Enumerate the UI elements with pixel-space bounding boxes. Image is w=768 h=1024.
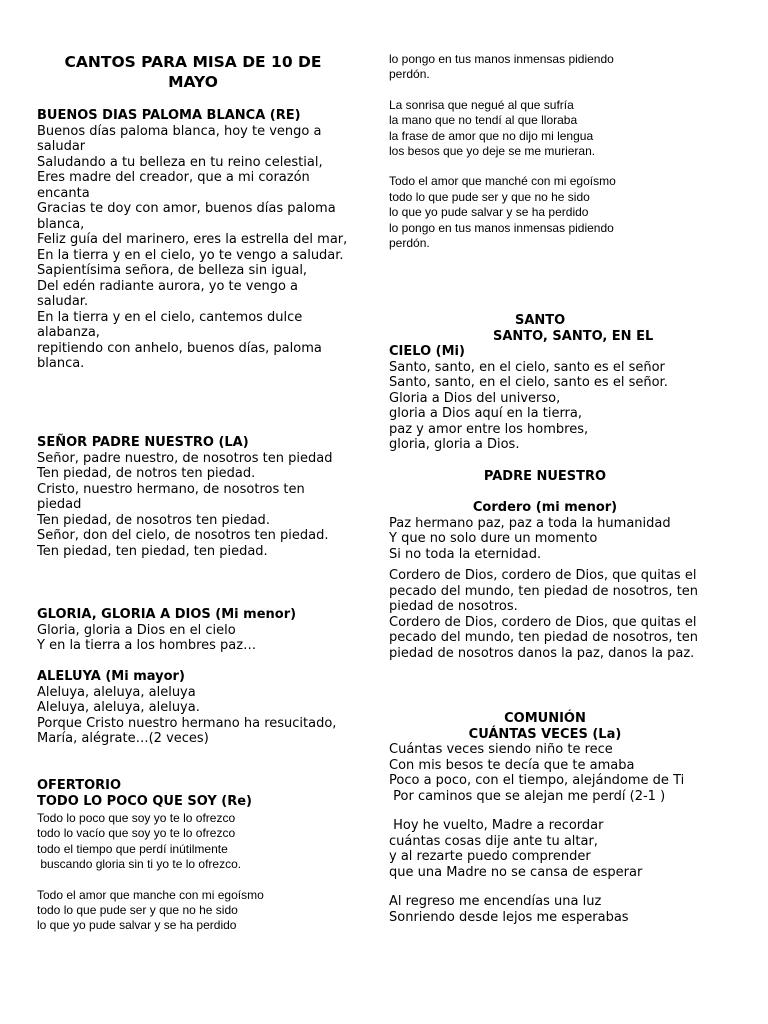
song-line: Cordero de Dios, cordero de Dios, que quitas el pecado del mundo, ten piedad de nosotros, ten piedad de nosotros. [389, 568, 699, 614]
song-line: Gracias te doy con amor, buenos días paloma blanca, [37, 201, 336, 232]
song-line: Del edén radiante aurora, yo te vengo a saludar. [37, 278, 299, 309]
song-line: gloria a Dios aquí en la tierra, [389, 406, 583, 421]
song-line: Señor, padre nuestro, de nosotros ten piedad [37, 450, 333, 466]
song-line: Todo lo poco que soy yo te lo ofrezco [37, 811, 236, 825]
song-line: Señor, don del cielo, de nosotros ten piedad. [37, 528, 329, 543]
song-comunion [389, 711, 701, 925]
song-heading: CUÁNTAS VECES (La) [468, 726, 622, 742]
song-heading: SEÑOR PADRE NUESTRO (LA) [37, 435, 249, 450]
song-line: Todo el amor que manché con mi egoísmo [389, 174, 616, 189]
song-line: perdón. [389, 236, 430, 251]
song-padre-nuestro [389, 469, 701, 485]
song-line: La sonrisa que negué al que sufría [389, 97, 574, 112]
song-line: Ten piedad, ten piedad, ten piedad. [37, 543, 268, 559]
song-senor-padre-nuestro [37, 435, 349, 559]
song-line: cuántas cosas dije ante tu altar, [389, 833, 598, 849]
song-line: perdón. [389, 67, 430, 82]
song-heading: SANTO, SANTO, EN EL [493, 328, 654, 344]
section-heading: OFERTORIO [37, 778, 122, 793]
song-line: Santo, santo, en el cielo, santo es el señor. [389, 375, 668, 390]
song-line: Saludando a tu belleza en tu reino celestial, [37, 154, 323, 170]
song-line: Y que no solo dure un momento [389, 531, 598, 546]
song-line: Feliz guía del marinero, eres la estrella del mar, [37, 232, 348, 247]
song-heading: CIELO (Mi) [389, 344, 465, 359]
song-line: repitiendo con anhelo, buenos días, paloma blanca. [37, 340, 322, 371]
section-heading: PADRE NUESTRO [483, 469, 607, 484]
song-cordero [389, 500, 701, 661]
song-line: todo lo vacío que soy yo te lo ofrezco [37, 826, 236, 841]
song-line: lo que yo pude salvar y se ha perdido [389, 205, 589, 220]
song-line: Sapientísima señora, de belleza sin igual, [37, 263, 308, 278]
song-line: y al rezarte puedo comprender [389, 849, 591, 864]
song-heading: TODO LO POCO QUE SOY (Re) [37, 793, 252, 809]
song-line: gloria, gloria a Dios. [389, 437, 520, 452]
song-heading: ALELUYA (Mi mayor) [37, 669, 185, 684]
song-line: Sonriendo desde lejos me esperabas [389, 909, 629, 925]
song-line: la frase de amor que no dijo mi lengua [389, 128, 594, 143]
section-heading: SANTO [515, 313, 566, 328]
song-gloria [37, 607, 349, 654]
song-line: Buenos días paloma blanca, hoy te vengo a saludar [37, 123, 322, 154]
song-line: Cordero de Dios, cordero de Dios, que quitas el pecado del mundo, ten piedad de nosotros, ten piedad de nosotros danos la paz, danos la paz. [389, 614, 699, 661]
song-line: Aleluya, aleluya, aleluya [37, 684, 196, 700]
song-line: Porque Cristo nuestro hermano ha resucitado, [37, 715, 337, 731]
song-line: todo lo que pude ser y que no he sido [37, 903, 238, 918]
song-line: Eres madre del creador, que a mi corazón encanta [37, 170, 310, 201]
song-line: Con mis besos te decía que te amaba [389, 757, 635, 773]
song-line: lo pongo en tus manos inmensas pidiendo [389, 220, 614, 235]
song-line: Paz hermano paz, paz a toda la humanidad [389, 515, 671, 531]
song-line: lo pongo en tus manos inmensas pidiendo [389, 52, 614, 66]
song-line: Ten piedad, de notros ten piedad. [37, 466, 256, 481]
song-line: Y en la tierra a los hombres paz… [37, 638, 257, 653]
song-line: En la tierra y en el cielo, cantemos dulce alabanza, [37, 309, 303, 340]
song-buenos-dias [37, 108, 349, 372]
ofertorio-continued [389, 52, 701, 251]
song-line: buscando gloria sin ti yo te lo ofrezco. [37, 857, 242, 872]
song-line: todo el tiempo que perdí inútilmente [37, 841, 228, 856]
song-line: los besos que yo deje se me murieran. [389, 144, 596, 159]
song-line: María, alégrate…(2 veces) [37, 731, 209, 746]
song-line: Gloria, gloria a Dios en el cielo [37, 622, 236, 638]
song-line: En la tierra y en el cielo, yo te vengo a saludar. [37, 247, 344, 263]
section-heading: COMUNIÓN [504, 711, 586, 726]
song-line: paz y amor entre los hombres, [389, 421, 589, 437]
song-aleluya [37, 669, 349, 747]
document-title: CANTOS PARA MISA DE 10 DE MAYO [64, 53, 322, 91]
song-line: lo que yo pude salvar y se ha perdido [37, 918, 237, 933]
song-line: todo lo que pude ser y que no he sido [389, 189, 590, 204]
song-line: Por caminos que se alejan me perdí (2-1 ) [389, 788, 666, 804]
song-line: Santo, santo, en el cielo, santo es el señor [389, 359, 665, 375]
song-santo [389, 313, 701, 453]
song-line: Al regreso me encendías una luz [389, 894, 602, 909]
song-line: Ten piedad, de nosotros ten piedad. [37, 512, 270, 528]
song-heading: GLORIA, GLORIA A DIOS (Mi menor) [37, 607, 297, 622]
song-line: Si no toda la eternidad. [389, 546, 542, 562]
song-line: que una Madre no se cansa de esperar [389, 864, 643, 880]
song-line: Aleluya, aleluya, aleluya. [37, 700, 200, 715]
song-heading: Cordero (mi menor) [472, 500, 618, 515]
song-line: Gloria a Dios del universo, [389, 390, 561, 406]
song-heading: BUENOS DIAS PALOMA BLANCA (RE) [37, 108, 301, 123]
song-ofertorio [37, 778, 349, 934]
song-line: la mano que no tendí al que lloraba [389, 113, 578, 128]
song-line: Todo el amor que manche con mi egoísmo [37, 887, 264, 902]
song-line: Cristo, nuestro hermano, de nosotros ten piedad [37, 481, 305, 512]
song-line: Cuántas veces siendo niño te rece [389, 742, 613, 757]
song-line: Hoy he vuelto, Madre a recordar [389, 818, 604, 833]
song-line: Poco a poco, con el tiempo, alejándome de Ti [389, 773, 685, 788]
